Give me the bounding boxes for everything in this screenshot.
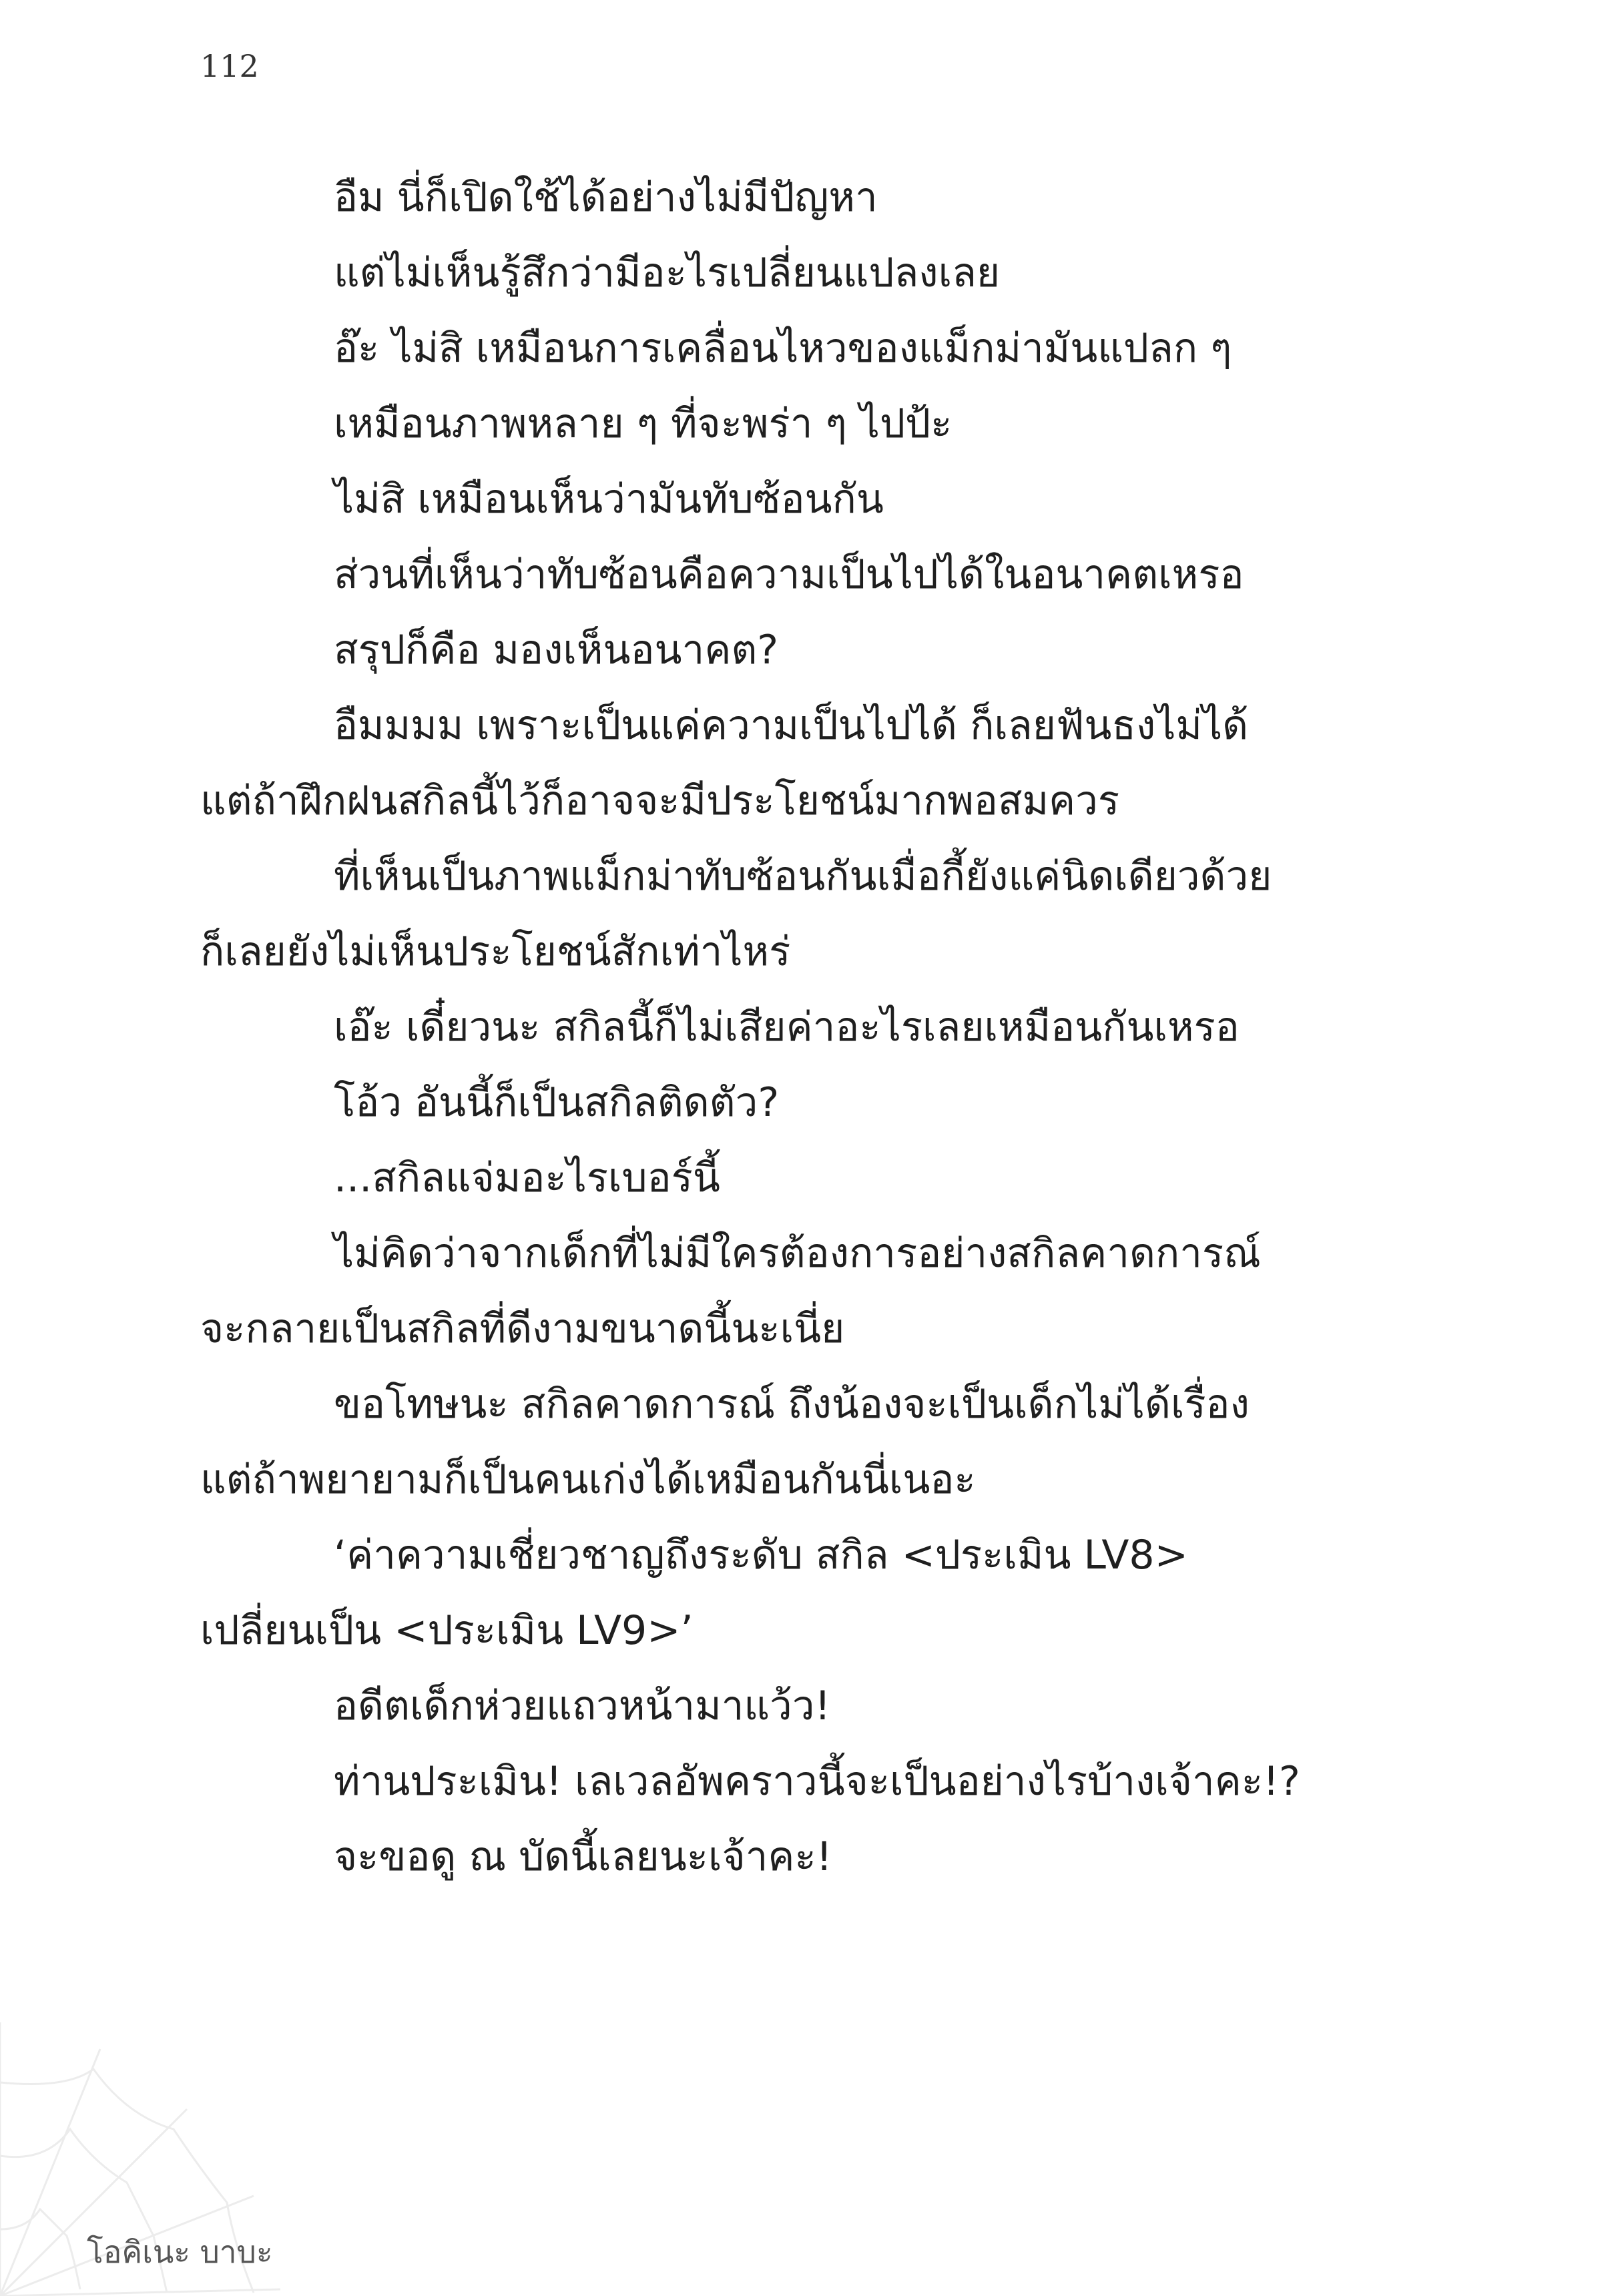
- text-line: อืมมมม เพราะเป็นแค่ความเป็นไปได้ ก็เลยฟันธงไม่ได้: [334, 702, 1249, 749]
- text-line: แต่ไม่เห็นรู้สึกว่ามีอะไรเปลี่ยนแปลงเลย: [334, 250, 1000, 296]
- text-line: โอ้ว อันนี้ก็เป็นสกิลติดตัว?: [334, 1079, 780, 1126]
- text-line: ไม่คิดว่าจากเด็กที่ไม่มีใครต้องการอย่างสกิลคาดการณ์: [334, 1230, 1261, 1277]
- page-number: 112: [200, 48, 259, 84]
- text-line: ‘ค่าความเชี่ยวชาญถึงระดับ สกิล <ประเมิน LV8>: [334, 1532, 1188, 1579]
- body-text: [200, 160, 1412, 1895]
- text-line: เอ๊ะ เดี๋ยวนะ สกิลนี้ก็ไม่เสียค่าอะไรเลยเหมือนกันเหรอ: [334, 1004, 1240, 1051]
- footer-author: โอคิเนะ บาบะ: [87, 2234, 273, 2270]
- text-line: ...สกิลแจ่มอะไรเบอร์นี้: [334, 1155, 720, 1201]
- text-line: จะกลายเป็นสกิลที่ดีงามขนาดนี้นะเนี่ย: [200, 1306, 845, 1352]
- text-line: แต่ถ้าฝึกฝนสกิลนี้ไว้ก็อาจจะมีประโยชน์มากพอสมควร: [200, 778, 1120, 824]
- text-line: อ๊ะ ไม่สิ เหมือนการเคลื่อนไหวของแม็กม่ามันแปลก ๆ: [334, 325, 1232, 372]
- text-line: ก็เลยยังไม่เห็นประโยชน์สักเท่าไหร่: [200, 928, 791, 975]
- text-line: ที่เห็นเป็นภาพแม็กม่าทับซ้อนกันเมื่อกี้ยังแค่นิดเดียวด้วย: [334, 853, 1272, 900]
- text-line: จะขอดู ณ บัดนี้เลยนะเจ้าคะ!: [334, 1833, 832, 1880]
- text-line: อืม นี่ก็เปิดใช้ได้อย่างไม่มีปัญหา: [334, 174, 878, 221]
- text-line: อดีตเด็กห่วยแถวหน้ามาแว้ว!: [334, 1683, 831, 1729]
- text-line: สรุปก็คือ มองเห็นอนาคต?: [334, 627, 779, 673]
- text-line: ส่วนที่เห็นว่าทับซ้อนคือความเป็นไปได้ในอนาคตเหรอ: [334, 551, 1244, 598]
- text-line: เหมือนภาพหลาย ๆ ที่จะพร่า ๆ ไปป้ะ: [334, 400, 953, 447]
- text-line: เปลี่ยนเป็น <ประเมิน LV9>’: [200, 1607, 694, 1654]
- text-line: ท่านประเมิน! เลเวลอัพคราวนี้จะเป็นอย่างไรบ้างเจ้าคะ!?: [334, 1758, 1300, 1805]
- text-line: แต่ถ้าพยายามก็เป็นคนเก่งได้เหมือนกันนี่เนอะ: [200, 1456, 976, 1503]
- text-line: ขอโทษนะ สกิลคาดการณ์ ถึงน้องจะเป็นเด็กไม่ได้เรื่อง: [334, 1381, 1250, 1428]
- text-line: ไม่สิ เหมือนเห็นว่ามันทับซ้อนกัน: [334, 476, 884, 523]
